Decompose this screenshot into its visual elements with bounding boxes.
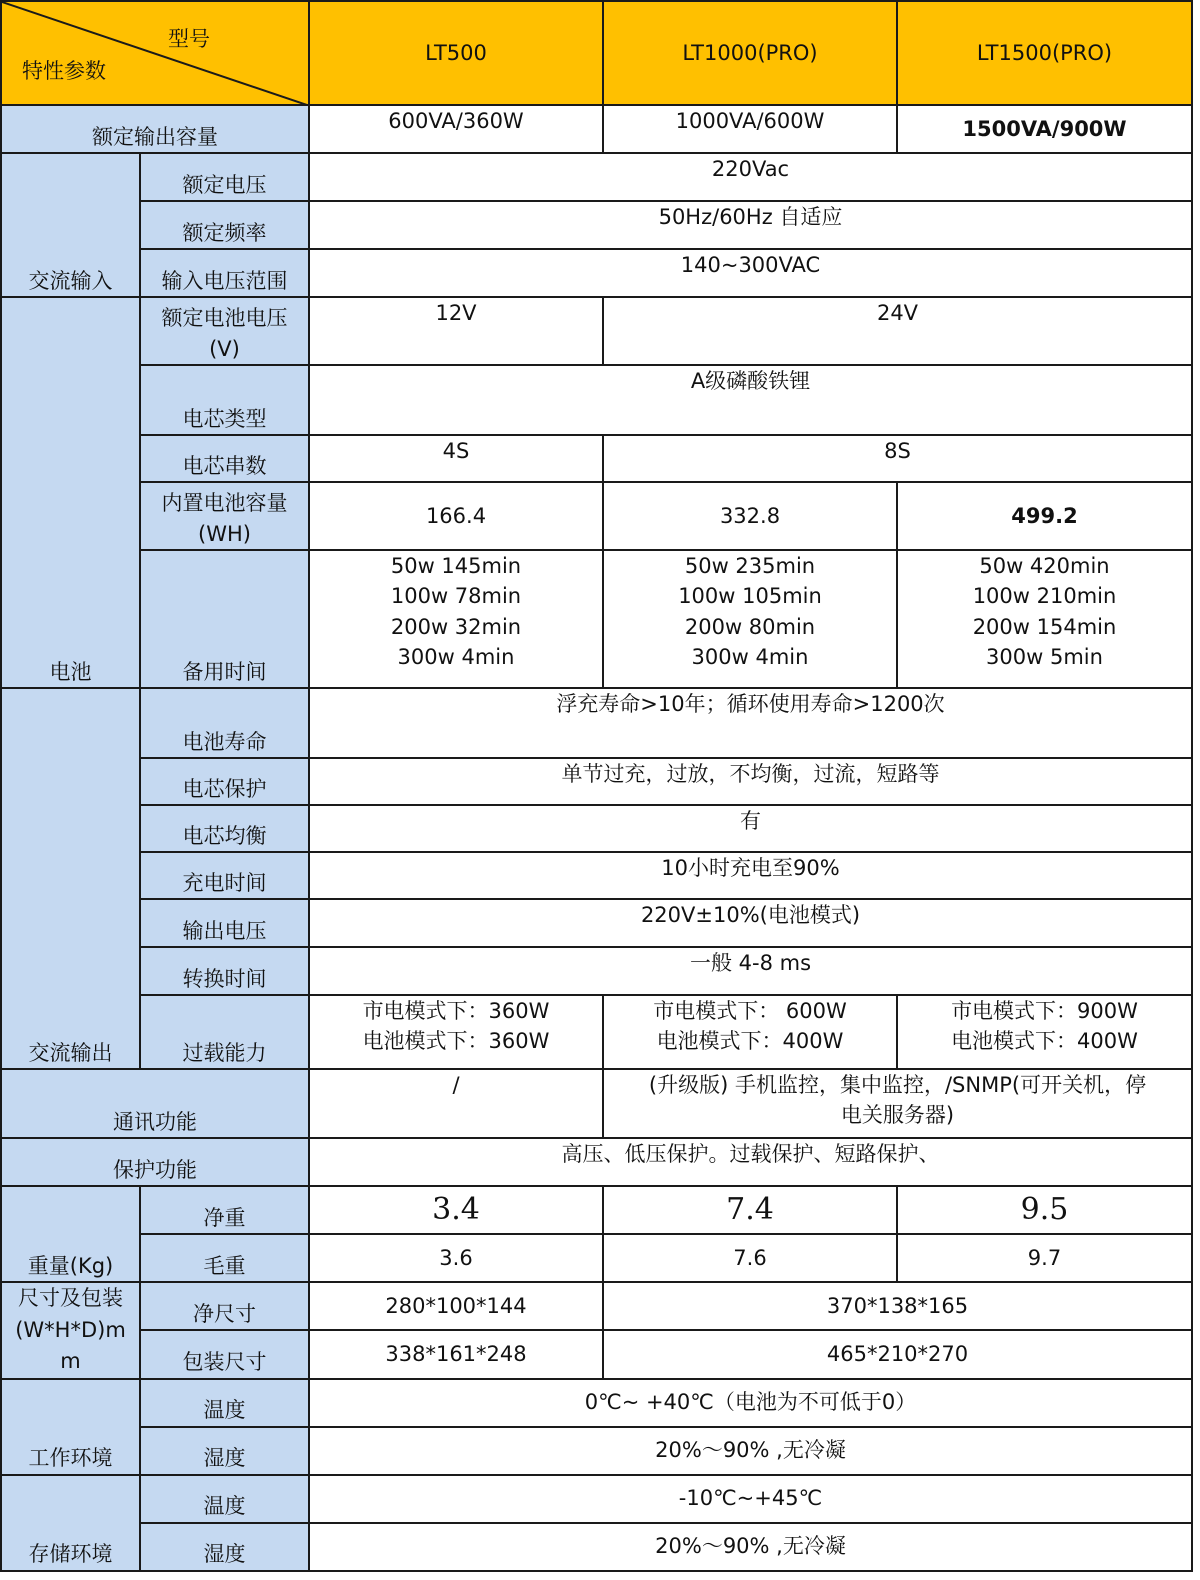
backup-time-label: 备用时间 [140, 550, 309, 688]
rated-output-label: 额定输出容量 [1, 105, 309, 153]
gross-weight-lt1000: 7.6 [603, 1234, 897, 1282]
rated-frequency-value: 50Hz/60Hz 自适应 [309, 201, 1192, 249]
cell-series-lt500: 4S [309, 435, 603, 482]
net-size-label: 净尺寸 [140, 1282, 309, 1330]
row-rated-frequency [1, 201, 1192, 249]
cell-type-label: 电芯类型 [140, 365, 309, 435]
overload-lt500-line: 市电模式下：360W [362, 999, 550, 1023]
row-gross-weight [1, 1234, 1192, 1282]
charge-time-label: 充电时间 [140, 852, 309, 899]
cell-series-pro: 8S [603, 435, 1192, 482]
backup-time-lt1000-line: 300w 4min [691, 645, 809, 670]
row-cell-balance [1, 805, 1192, 852]
protection-label: 保护功能 [1, 1138, 309, 1186]
communication-pro-line1: (升级版) 手机监控，集中监控，/SNMP(可开关机，停 [648, 1073, 1147, 1097]
model-lt500: LT500 [309, 1, 603, 105]
backup-time-lt500-line: 200w 32min [390, 614, 522, 639]
battery-voltage-label-line1: 额定电池电压 [161, 306, 288, 331]
row-voltage-range [1, 249, 1192, 297]
cell-balance-value: 有 [309, 805, 1192, 852]
battery-voltage-label [140, 297, 309, 365]
cell-protection-value: 单节过充，过放，不均衡，过流，短路等 [309, 758, 1192, 805]
backup-time-lt1500 [897, 550, 1192, 688]
work-env-group-label: 工作环境 [1, 1379, 140, 1475]
rated-output-lt500: 600VA/360W [309, 105, 603, 153]
protection-value: 高压、低压保护。过载保护、短路保护、 [309, 1138, 1192, 1186]
rated-output-lt1500: 1500VA/900W [897, 105, 1192, 153]
row-storage-temperature [1, 1475, 1192, 1523]
row-rated-voltage [1, 153, 1192, 201]
row-storage-humidity [1, 1523, 1192, 1571]
backup-time-lt500-line: 50w 145min [390, 554, 522, 578]
row-rated-output [1, 105, 1192, 153]
battery-life-label: 电池寿命 [140, 688, 309, 758]
battery-voltage-lt500: 12V [309, 297, 603, 365]
corner-param-label: 特性参数 [22, 59, 106, 83]
output-voltage-value: 220V±10%(电池模式) [309, 899, 1192, 947]
dimensions-group-label-line3: m [60, 1349, 81, 1373]
row-transfer-time [1, 947, 1192, 995]
backup-time-lt500-line: 300w 4min [397, 645, 515, 670]
row-overload [1, 995, 1192, 1069]
row-cell-type [1, 365, 1192, 435]
cell-series-label: 电芯串数 [140, 435, 309, 482]
row-backup-time [1, 550, 1192, 688]
rated-voltage-value: 220Vac [309, 153, 1192, 201]
corner-diagonal [2, 2, 309, 105]
row-protection [1, 1138, 1192, 1186]
row-cell-protection [1, 758, 1192, 805]
work-humidity-label: 湿度 [140, 1427, 309, 1475]
net-weight-lt1500: 9.5 [897, 1186, 1192, 1234]
overload-lt1500-line: 市电模式下：900W [951, 999, 1138, 1023]
package-size-label: 包装尺寸 [140, 1330, 309, 1378]
communication-label: 通讯功能 [1, 1069, 309, 1138]
overload-lt1000 [603, 995, 897, 1069]
row-work-temperature [1, 1379, 1192, 1427]
row-net-size [1, 1282, 1192, 1330]
battery-voltage-label-line2: (V) [209, 336, 240, 361]
backup-time-lt1000-line: 200w 80min [684, 614, 816, 639]
charge-time-value: 10小时充电至90% [309, 852, 1192, 899]
row-battery-life [1, 688, 1192, 758]
voltage-range-value: 140~300VAC [309, 249, 1192, 297]
battery-voltage-pro: 24V [603, 297, 1192, 365]
voltage-range-label: 输入电压范围 [140, 249, 309, 297]
rated-output-lt1000: 1000VA/600W [603, 105, 897, 153]
battery-group-label: 电池 [1, 297, 140, 688]
work-humidity-value: 20%～90% ,无冷凝 [309, 1427, 1192, 1475]
model-lt1500: LT1500(PRO) [897, 1, 1192, 105]
cell-balance-label: 电芯均衡 [140, 805, 309, 852]
row-communication [1, 1069, 1192, 1138]
row-cell-series [1, 435, 1192, 482]
communication-lt500: / [309, 1069, 603, 1138]
backup-time-lt1500-line: 100w 210min [972, 584, 1117, 609]
backup-time-lt500 [309, 550, 603, 688]
storage-env-group-label: 存储环境 [1, 1475, 140, 1571]
net-weight-lt500: 3.4 [309, 1186, 603, 1234]
row-work-humidity [1, 1427, 1192, 1475]
net-size-lt500: 280*100*144 [309, 1282, 603, 1330]
output-voltage-label: 输出电压 [140, 899, 309, 947]
communication-pro [603, 1069, 1192, 1138]
backup-time-lt1500-line: 50w 420min [979, 554, 1110, 578]
rated-voltage-label: 额定电压 [140, 153, 309, 201]
overload-lt1500-line: 电池模式下：400W [951, 1029, 1138, 1054]
package-size-pro: 465*210*270 [603, 1330, 1192, 1378]
capacity-label [140, 482, 309, 550]
storage-humidity-label: 湿度 [140, 1523, 309, 1571]
work-temperature-value: 0℃~ +40℃（电池为不可低于0） [309, 1379, 1192, 1427]
row-net-weight [1, 1186, 1192, 1234]
capacity-label-line2: (WH) [198, 521, 251, 546]
backup-time-lt1000-line: 100w 105min [678, 584, 822, 609]
corner-cell [1, 1, 309, 105]
overload-lt500-line: 电池模式下：360W [362, 1029, 550, 1054]
backup-time-lt1500-line: 300w 5min [986, 645, 1103, 670]
dimensions-group-label-line1: 尺寸及包装 [18, 1286, 123, 1310]
net-weight-lt1000: 7.4 [603, 1186, 897, 1234]
backup-time-lt1500-line: 200w 154min [972, 614, 1117, 639]
package-size-lt500: 338*161*248 [309, 1330, 603, 1378]
row-capacity [1, 482, 1192, 550]
gross-weight-lt1500: 9.7 [897, 1234, 1192, 1282]
transfer-time-value: 一般 4-8 ms [309, 947, 1192, 995]
dimensions-group-label-line2: (W*H*D)m [15, 1317, 126, 1342]
overload-lt500 [309, 995, 603, 1069]
capacity-lt1500: 499.2 [897, 482, 1192, 550]
capacity-label-line1: 内置电池容量 [161, 491, 288, 516]
overload-label: 过载能力 [140, 995, 309, 1069]
storage-temperature-value: -10℃~+45℃ [309, 1475, 1192, 1523]
gross-weight-label: 毛重 [140, 1234, 309, 1282]
row-charge-time [1, 852, 1192, 899]
gross-weight-lt500: 3.6 [309, 1234, 603, 1282]
cell-type-value: A级磷酸铁锂 [309, 365, 1192, 435]
row-output-voltage [1, 899, 1192, 947]
dimensions-group-label [1, 1282, 140, 1379]
backup-time-lt1000 [603, 550, 897, 688]
backup-time-lt500-line: 100w 78min [390, 584, 522, 609]
work-temperature-label: 温度 [140, 1379, 309, 1427]
storage-temperature-label: 温度 [140, 1475, 309, 1523]
cell-protection-label: 电芯保护 [140, 758, 309, 805]
transfer-time-label: 转换时间 [140, 947, 309, 995]
backup-time-lt1000-line: 50w 235min [684, 554, 816, 578]
overload-lt1500 [897, 995, 1192, 1069]
overload-lt1000-line: 市电模式下： 600W [653, 999, 847, 1023]
overload-lt1000-line: 电池模式下：400W [656, 1029, 844, 1054]
weight-group-label: 重量(Kg) [1, 1186, 140, 1282]
capacity-lt1000: 332.8 [603, 482, 897, 550]
corner-model-label: 型号 [168, 27, 210, 51]
communication-pro-line2: 电关服务器) [840, 1103, 955, 1128]
header-row [1, 1, 1192, 105]
battery-life-value: 浮充寿命>10年；循环使用寿命>1200次 [309, 688, 1192, 758]
ac-output-group-label: 交流输出 [1, 688, 140, 1069]
row-package-size [1, 1330, 1192, 1378]
capacity-lt500: 166.4 [309, 482, 603, 550]
storage-humidity-value: 20%～90% ,无冷凝 [309, 1523, 1192, 1571]
model-lt1000: LT1000(PRO) [603, 1, 897, 105]
ac-input-group-label: 交流输入 [1, 153, 140, 297]
rated-frequency-label: 额定频率 [140, 201, 309, 249]
row-battery-voltage [1, 297, 1192, 365]
net-weight-label: 净重 [140, 1186, 309, 1234]
net-size-pro: 370*138*165 [603, 1282, 1192, 1330]
